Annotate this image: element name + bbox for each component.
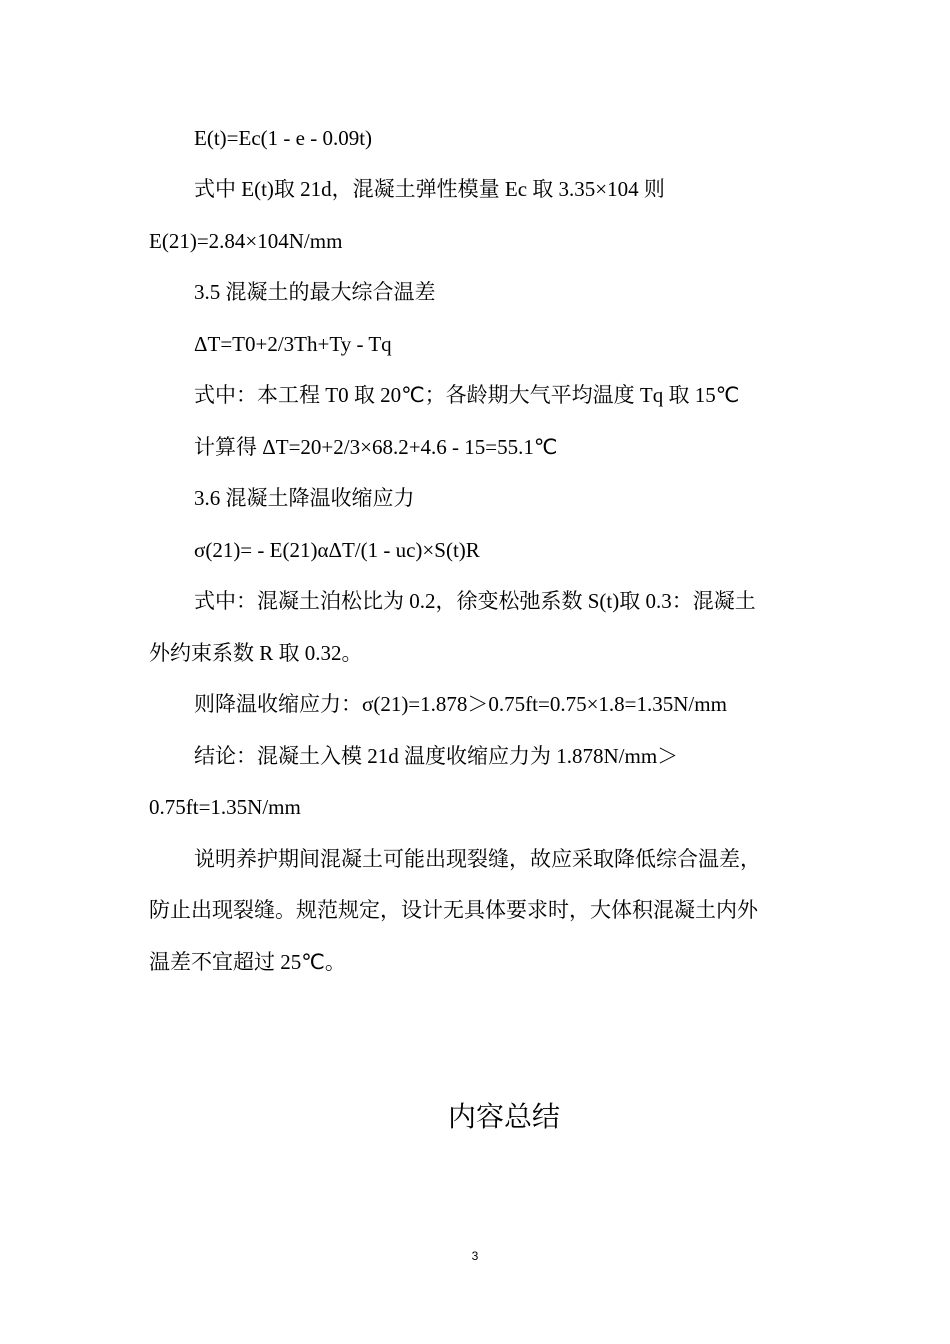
- paragraph-line: 防止出现裂缝。规范规定，设计无具体要求时，大体积混凝土内外: [149, 898, 758, 922]
- paragraph-line: 式中：本工程 T0 取 20℃；各龄期大气平均温度 Tq 取 15℃: [194, 383, 740, 407]
- formula-shrinkage-stress: σ(21)= - E(21)αΔT/(1 - uc)×S(t)R: [194, 538, 480, 562]
- paragraph-line: 结论：混凝土入模 21d 温度收缩应力为 1.878N/mm＞: [194, 744, 679, 768]
- paragraph-line: 式中 E(t)取 21d，混凝土弹性模量 Ec 取 3.35×104 则: [194, 177, 665, 201]
- paragraph-line: 计算得 ΔT=20+2/3×68.2+4.6 - 15=55.1℃: [194, 435, 558, 459]
- section-heading: 3.5 混凝土的最大综合温差: [194, 280, 436, 304]
- summary-title: 内容总结: [447, 1100, 560, 1133]
- section-heading: 3.6 混凝土降温收缩应力: [194, 486, 415, 510]
- page-number: 3: [471, 1249, 479, 1263]
- paragraph-line: E(21)=2.84×104N/mm: [149, 229, 343, 253]
- formula-elastic-modulus: E(t)=Ec(1 - e - 0.09t): [194, 126, 373, 150]
- paragraph-line: 0.75ft=1.35N/mm: [149, 795, 301, 819]
- formula-temperature-difference: ΔT=T0+2/3Th+Ty - Tq: [194, 332, 392, 356]
- paragraph-line: 温差不宜超过 25℃。: [149, 950, 346, 974]
- paragraph-line: 式中：混凝土泊松比为 0.2，徐变松弛系数 S(t)取 0.3：混凝土: [194, 589, 756, 613]
- paragraph-line: 外约束系数 R 取 0.32。: [149, 641, 363, 665]
- paragraph-line: 则降温收缩应力：σ(21)=1.878＞0.75ft=0.75×1.8=1.35N/mm: [194, 692, 727, 716]
- paragraph-line: 说明养护期间混凝土可能出现裂缝，故应采取降低综合温差，: [194, 847, 761, 871]
